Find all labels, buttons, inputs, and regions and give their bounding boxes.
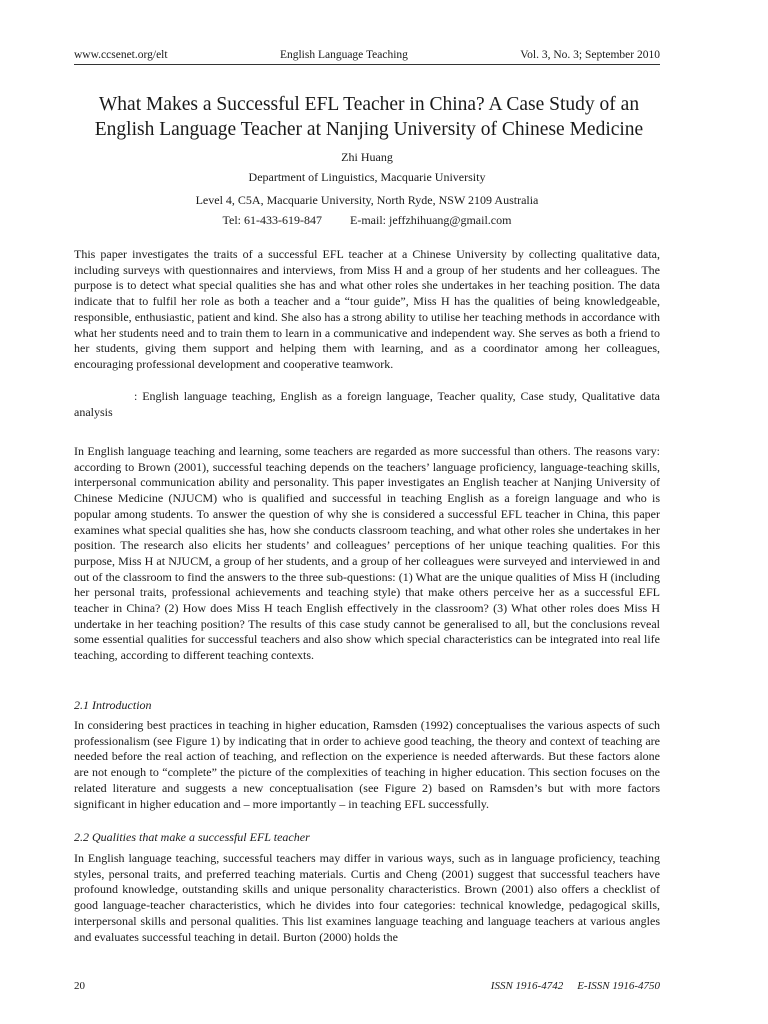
section-2-1-paragraph: In considering best practices in teaching in higher education, Ramsden (1992) conceptualises the various aspects of such professionalism (see Figure 1) by indicating that in order to achieve good teaching, the theory and context of teaching are needed before the real action of teaching, and reflection on the experience is needed afterwards. But these factors alone are not enough to “complete” the picture of the complexities of teaching in higher education. This section focuses on the related literature and suggests a new conceptualisation (see Figure 2) based on Ramsden’s but with more factors significant in higher education and – more importantly – in teaching EFL successfully.	[74, 718, 660, 811]
author-block	[74, 148, 660, 230]
paper-title-line-2: English Language Teacher at Nanjing University of Chinese Medicine	[94, 119, 644, 140]
keywords-text: : English language teaching, English as a foreign language, Teacher quality, Case study, Qualitative data analysis	[74, 389, 660, 419]
section-heading-2-2: 2.2 Qualities that make a successful EFL teacher	[74, 830, 310, 844]
section-2-2-paragraph: In English language teaching, successful teachers may differ in various ways, such as in language proficiency, teaching styles, personal traits, and preferred teaching materials. Curtis and Cheng (2001) suggest that successful teachers have profound knowledge, outstanding skills and unique personality characteristics. Brown (2001) also offers a checklist of good language-teacher characteristics, which he divides into four categories: technical knowledge, pedagogical skills, interpersonal skills and personal qualities. This list examines language teaching and language teachers at various angles and evaluates successful teaching in detail. Burton (2000) holds the	[74, 851, 660, 944]
issn-block	[491, 980, 660, 992]
paper-title-line-1: What Makes a Successful EFL Teacher in China? A Case Study of an	[98, 94, 640, 115]
author-name: Zhi Huang	[341, 150, 393, 164]
page-number: 20	[74, 980, 85, 992]
running-header	[74, 49, 660, 65]
author-contact	[74, 211, 660, 231]
page-footer	[74, 980, 660, 992]
author-email[interactable]: E-mail: jeffzhihuang@gmail.com	[350, 212, 512, 227]
paper-title	[60, 92, 678, 142]
author-department: Department of Linguistics, Macquarie University	[248, 169, 486, 184]
abstract-text: This paper investigates the traits of a successful EFL teacher at a Chinese University by collecting qualitative data, including surveys with questionnaires and interviews, from Miss H and a group of her students and her colleagues. The purpose is to detect what special qualities she has and what other roles she undertakes in her teaching position. The data indicate that to fulfil her role as both a teacher and a “tour guide”, Miss H has the qualities of being knowledgeable, responsible, enthusiastic, patient and kind. She also has a strong ability to utilise her teaching methods in accordance with what her students need and to train them to learn in a communicative and independent way. She serves as both a friend to her students, giving them support and helping them with learning, and as a coordinator among her colleagues, encouraging professional development and cooperative teamwork.	[74, 247, 660, 371]
issn-print: ISSN 1916-4742	[490, 980, 564, 992]
introduction-paragraph: In English language teaching and learning, some teachers are regarded as more successful than others. The reasons vary: according to Brown (2001), successful teaching depends on the teachers’ language proficiency, language-teaching skills, interpersonal communication ability and personality. This paper investigates an English teacher at Nanjing University of Chinese Medicine (NJUCM) who is qualified and successful in teaching English as a foreign language and who is popular among students. To answer the question of why she is considered a successful EFL teacher in China, this paper examines what special qualities she has, how she conducts classroom teaching, and what other roles she undertakes in her position. The research also elicits her students’ and colleagues’ perceptions of her unique teaching qualities. For this purpose, Miss H at NJUCM, a group of her students, and a group of her colleagues were surveyed and interviewed in and out of the classroom to find the answers to the three sub-questions: (1) What are the unique qualities of Miss H (including her personal traits, professional achievements and teaching style) that make others perceive her as a successful EFL teacher in China? (2) How does Miss H teach English effectively in the classroom? (3) What other roles does Miss H undertake in her teaching position? The results of this case study cannot be generalised to all, but the conclusions reveal some essential qualities for successful teachers and also show which special characteristics can be integrated into real life teaching, according to different teaching contexts.	[74, 444, 660, 663]
journal-name: English Language Teaching	[279, 49, 408, 61]
author-address: Level 4, C5A, Macquarie University, North Ryde, NSW 2109 Australia	[195, 193, 539, 207]
issn-electronic: E-ISSN 1916-4750	[577, 980, 660, 992]
volume-info: Vol. 3, No. 3; September 2010	[520, 49, 660, 61]
section-heading-2-1: 2.1 Introduction	[74, 698, 152, 712]
journal-url[interactable]: www.ccsenet.org/elt	[74, 49, 168, 61]
author-telephone: Tel: 61-433-619-847	[222, 212, 323, 227]
